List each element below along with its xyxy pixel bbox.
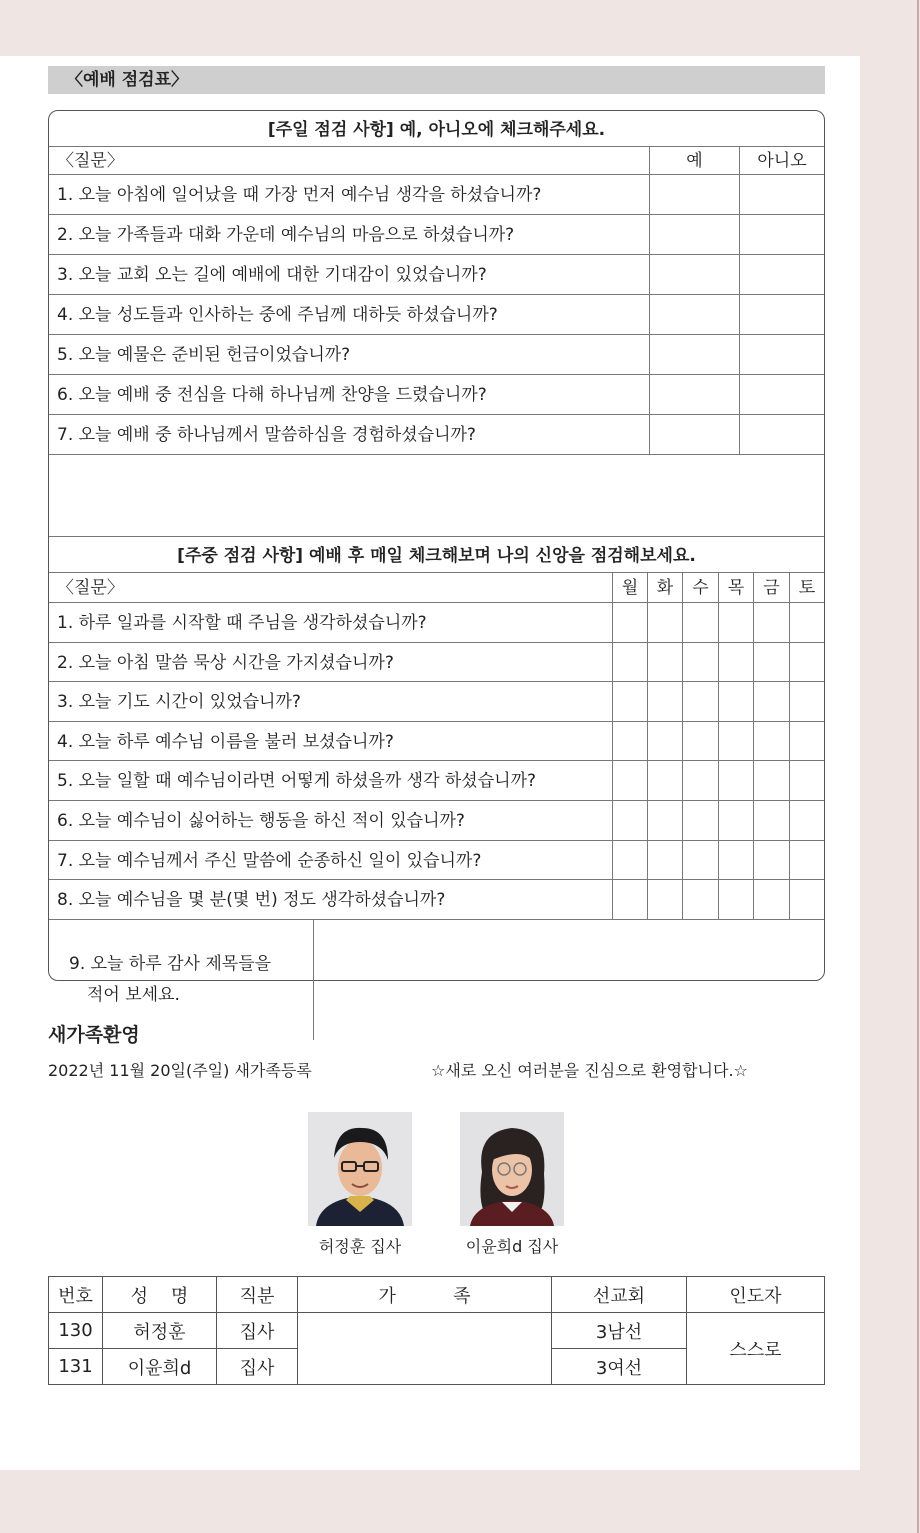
member-number: 130 bbox=[49, 1313, 103, 1349]
weekday-question-row bbox=[49, 722, 824, 762]
no-checkbox-cell[interactable] bbox=[739, 255, 824, 294]
weekday-question-row bbox=[49, 682, 824, 722]
day-checkbox-cell[interactable] bbox=[718, 880, 753, 919]
day-checkbox-cell[interactable] bbox=[789, 603, 824, 642]
yes-checkbox-cell[interactable] bbox=[649, 175, 739, 214]
day-checkbox-cell[interactable] bbox=[647, 722, 682, 761]
table-header: 인도자 bbox=[687, 1277, 825, 1313]
day-checkbox-cell[interactable] bbox=[682, 880, 718, 919]
day-checkbox-cell[interactable] bbox=[753, 603, 789, 642]
day-checkbox-cell[interactable] bbox=[718, 761, 753, 800]
member-name: 허정훈 bbox=[103, 1313, 217, 1349]
member-photo-lee bbox=[460, 1112, 564, 1226]
sunday-column-header bbox=[49, 147, 824, 175]
welcome-message: ☆새로 오신 여러분을 진심으로 환영합니다.☆ bbox=[431, 1061, 748, 1080]
day-checkbox-cell[interactable] bbox=[682, 682, 718, 721]
day-checkbox-cell[interactable] bbox=[647, 761, 682, 800]
day-checkbox-cell[interactable] bbox=[682, 722, 718, 761]
question-text: 5. 오늘 일할 때 예수님이라면 어떻게 하셨을까 생각 하셨습니까? bbox=[57, 771, 537, 792]
day-label: 수 bbox=[682, 573, 718, 602]
day-checkbox-cell[interactable] bbox=[753, 841, 789, 880]
day-checkbox-cell[interactable] bbox=[647, 603, 682, 642]
table-header: 번호 bbox=[49, 1277, 103, 1313]
question-text: 3. 오늘 기도 시간이 있었습니까? bbox=[57, 692, 301, 713]
registration-date: 2022년 11월 20일(주일) 새가족등록 bbox=[48, 1061, 312, 1080]
member-mission: 3남선 bbox=[552, 1313, 687, 1349]
day-checkbox-cell[interactable] bbox=[682, 801, 718, 840]
day-checkbox-cell[interactable] bbox=[789, 643, 824, 682]
member-mission: 3여선 bbox=[552, 1349, 687, 1385]
member-photo-heo bbox=[308, 1112, 412, 1226]
day-checkbox-cell[interactable] bbox=[753, 761, 789, 800]
table-header: 가 족 bbox=[298, 1277, 552, 1313]
member-guide: 스스로 bbox=[687, 1313, 825, 1385]
day-checkbox-cell[interactable] bbox=[789, 880, 824, 919]
question-text: 1. 하루 일과를 시작할 때 주님을 생각하셨습니까? bbox=[57, 613, 427, 633]
day-checkbox-cell[interactable] bbox=[647, 643, 682, 682]
day-checkbox-cell[interactable] bbox=[718, 643, 753, 682]
day-checkbox-cell[interactable] bbox=[753, 801, 789, 840]
day-label: 금 bbox=[753, 573, 789, 602]
sunday-question-row bbox=[49, 415, 824, 455]
day-checkbox-cell[interactable] bbox=[647, 880, 682, 919]
spacer-row bbox=[49, 511, 824, 537]
worship-checklist bbox=[48, 110, 825, 1005]
sunday-question-row bbox=[49, 335, 824, 375]
member-role: 집사 bbox=[217, 1313, 298, 1349]
page-edge-rule bbox=[917, 0, 919, 1533]
day-checkbox-cell[interactable] bbox=[647, 841, 682, 880]
sunday-question-row bbox=[49, 215, 824, 255]
weekday-question-row bbox=[49, 643, 824, 683]
question-text: 1. 오늘 아침에 일어났을 때 가장 먼저 예수님 생각을 하셨습니까? bbox=[57, 185, 542, 205]
day-checkbox-cell[interactable] bbox=[647, 682, 682, 721]
day-checkbox-cell[interactable] bbox=[789, 801, 824, 840]
day-checkbox-cell[interactable] bbox=[789, 722, 824, 761]
day-checkbox-cell[interactable] bbox=[682, 643, 718, 682]
day-checkbox-cell[interactable] bbox=[753, 880, 789, 919]
question-text: 4. 오늘 성도들과 인사하는 중에 주님께 대하듯 하셨습니까? bbox=[57, 305, 498, 325]
day-checkbox-cell[interactable] bbox=[612, 841, 647, 880]
no-checkbox-cell[interactable] bbox=[739, 295, 824, 334]
weekday-heading: [주중 점검 사항] 예배 후 매일 체크해보며 나의 신앙을 점검해보세요. bbox=[49, 537, 824, 573]
no-checkbox-cell[interactable] bbox=[739, 335, 824, 374]
member-number: 131 bbox=[49, 1349, 103, 1385]
sunday-question-row bbox=[49, 175, 824, 215]
weekday-question-row bbox=[49, 603, 824, 643]
question-text: 4. 오늘 하루 예수님 이름을 불러 보셨습니까? bbox=[57, 731, 394, 752]
day-checkbox-cell[interactable] bbox=[718, 801, 753, 840]
photo-caption: 허정훈 집사 bbox=[318, 1237, 402, 1256]
question-column-label: 〈질문〉 bbox=[57, 578, 124, 598]
yes-checkbox-cell[interactable] bbox=[649, 415, 739, 454]
weekday-column-header bbox=[49, 573, 824, 603]
photo-caption: 이윤희d 집사 bbox=[465, 1237, 559, 1256]
no-checkbox-cell[interactable] bbox=[739, 215, 824, 254]
day-checkbox-cell[interactable] bbox=[718, 841, 753, 880]
sunday-heading: [주일 점검 사항] 예, 아니오에 체크해주세요. bbox=[49, 111, 824, 147]
day-checkbox-cell[interactable] bbox=[753, 682, 789, 721]
yes-column-label: 예 bbox=[649, 147, 739, 174]
no-checkbox-cell[interactable] bbox=[739, 375, 824, 414]
sunday-question-row bbox=[49, 255, 824, 295]
day-checkbox-cell[interactable] bbox=[718, 722, 753, 761]
question-text: 6. 오늘 예수님이 싫어하는 행동을 하신 적이 있습니까? bbox=[57, 811, 465, 831]
yes-checkbox-cell[interactable] bbox=[649, 215, 739, 254]
sunday-question-row bbox=[49, 295, 824, 335]
day-checkbox-cell[interactable] bbox=[612, 603, 647, 642]
no-checkbox-cell[interactable] bbox=[739, 175, 824, 214]
section-title: 〈예배 점검표〉 bbox=[48, 66, 825, 94]
day-checkbox-cell[interactable] bbox=[612, 801, 647, 840]
weekday-question-row bbox=[49, 880, 824, 920]
yes-checkbox-cell[interactable] bbox=[649, 295, 739, 334]
gratitude-prompt-line: 9. 오늘 하루 감사 제목들을 bbox=[69, 954, 272, 974]
no-column-label: 아니오 bbox=[739, 147, 824, 174]
question-text: 2. 오늘 아침 말씀 묵상 시간을 가지셨습니까? bbox=[57, 652, 394, 673]
new-family-title: 새가족환영 bbox=[48, 1024, 140, 1046]
weekday-question-row bbox=[49, 841, 824, 881]
day-checkbox-cell[interactable] bbox=[647, 801, 682, 840]
day-checkbox-cell[interactable] bbox=[753, 722, 789, 761]
day-checkbox-cell[interactable] bbox=[682, 603, 718, 642]
day-checkbox-cell[interactable] bbox=[612, 643, 647, 682]
day-checkbox-cell[interactable] bbox=[682, 841, 718, 880]
table-header-row bbox=[49, 1277, 825, 1313]
question-text: 6. 오늘 예배 중 전심을 다해 하나님께 찬양을 드렸습니까? bbox=[57, 385, 487, 405]
day-checkbox-cell[interactable] bbox=[612, 682, 647, 721]
member-name: 이윤희d bbox=[103, 1349, 217, 1385]
day-checkbox-cell[interactable] bbox=[718, 682, 753, 721]
sunday-question-row bbox=[49, 375, 824, 415]
gratitude-prompt-line: 적어 보세요. bbox=[87, 985, 180, 1005]
day-label: 화 bbox=[647, 573, 682, 602]
day-checkbox-cell[interactable] bbox=[612, 761, 647, 800]
no-checkbox-cell[interactable] bbox=[739, 415, 824, 454]
day-checkbox-cell[interactable] bbox=[789, 682, 824, 721]
day-checkbox-cell[interactable] bbox=[612, 880, 647, 919]
table-header: 직분 bbox=[217, 1277, 298, 1313]
day-label: 목 bbox=[718, 573, 753, 602]
question-text: 2. 오늘 가족들과 대화 가운데 예수님의 마음으로 하셨습니까? bbox=[57, 225, 515, 245]
question-text: 3. 오늘 교회 오는 길에 예배에 대한 기대감이 있었습니까? bbox=[57, 265, 487, 285]
day-label: 토 bbox=[789, 573, 824, 602]
member-role: 집사 bbox=[217, 1349, 298, 1385]
day-checkbox-cell[interactable] bbox=[682, 761, 718, 800]
day-label: 월 bbox=[612, 573, 647, 602]
member-family bbox=[298, 1313, 552, 1385]
table-header: 성 명 bbox=[103, 1277, 217, 1313]
question-text: 5. 오늘 예물은 준비된 헌금이었습니까? bbox=[57, 345, 351, 365]
question-text: 8. 오늘 예수님을 몇 분(몇 번) 정도 생각하셨습니까? bbox=[57, 890, 446, 911]
question-column-label: 〈질문〉 bbox=[57, 151, 124, 171]
weekday-question-row bbox=[49, 761, 824, 801]
gratitude-prompt bbox=[69, 949, 271, 1011]
table-row bbox=[49, 1313, 825, 1349]
day-checkbox-cell[interactable] bbox=[789, 761, 824, 800]
day-checkbox-cell[interactable] bbox=[789, 841, 824, 880]
yes-checkbox-cell[interactable] bbox=[649, 335, 739, 374]
question-text: 7. 오늘 예배 중 하나님께서 말씀하심을 경험하셨습니까? bbox=[57, 425, 476, 445]
yes-checkbox-cell[interactable] bbox=[649, 375, 739, 414]
day-checkbox-cell[interactable] bbox=[753, 643, 789, 682]
day-checkbox-cell[interactable] bbox=[718, 603, 753, 642]
table-header: 선교회 bbox=[552, 1277, 687, 1313]
gratitude-answer-box[interactable] bbox=[313, 920, 825, 1040]
weekday-question-row bbox=[49, 801, 824, 841]
gratitude-row bbox=[49, 920, 824, 1005]
day-checkbox-cell[interactable] bbox=[612, 722, 647, 761]
new-family-table bbox=[48, 1276, 825, 1385]
yes-checkbox-cell[interactable] bbox=[649, 255, 739, 294]
question-text: 7. 오늘 예수님께서 주신 말씀에 순종하신 일이 있습니까? bbox=[57, 850, 482, 871]
